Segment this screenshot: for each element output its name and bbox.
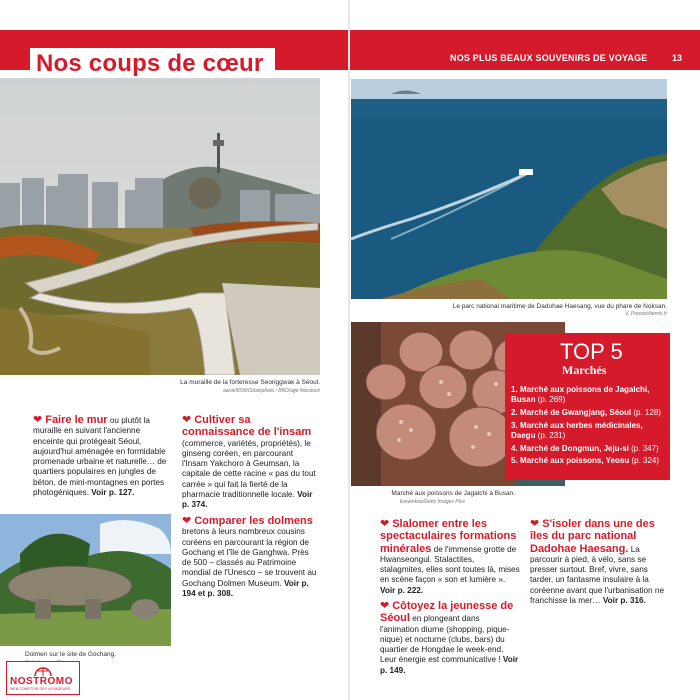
item-dolmens: ❤ Comparer les dolmens bretons à leurs nombreux cousins coréens en parcourant la région de Gochang et l'île de Ganghwa. Près de 500 – classés au Patrimoine mondial de l'Unesco – se trouvent au Gochang Dolmen Museum. Voir p. 194 et p. 308. [182, 515, 317, 599]
top5-title: TOP 5 [560, 339, 623, 364]
item-insam: ❤ Cultiver sa connaissance de l'insam (commerce, variétés, propriétés), le ginseng coréen, en parcourant l'Insam Yakchoro à Geumsan, la capitale de cette racine « pas du tout carrée » qui fait la fierté de la pharmacie traditionnelle locale. Voir p. 374. [182, 414, 316, 510]
credit-dadohae: V. Prevost/hemis.fr [625, 311, 667, 317]
top5-list [511, 385, 667, 469]
caption-gochang: Dolmen sur le site de Gochang. [25, 651, 117, 658]
top5-item: 4. Marché de Dongmun, Jeju-si (p. 347) [511, 443, 659, 453]
heart-icon: ❤ [182, 414, 192, 426]
item-isoler: ❤ S'isoler dans une des îles du parc national Dadohae Haesang. La parcourir à pied, à vélo, sans se presser surtout. Bref, vivre, sans tarder, un fantasme insulaire à la coréenne avant que l'urbanisation ne franchisse la mer… Voir p. 316. [530, 518, 665, 606]
heart-icon: ❤ [380, 600, 390, 612]
credit-seoul-wall: aarok9039/iStockphoto / BRD/age fotostock [222, 388, 320, 394]
top5-item: 1. Marché aux poissons de Jagalchi, Busan (p. 269) [511, 385, 650, 405]
credit-jagalchi: kunamkoo/Getty Images Plus [399, 499, 465, 505]
nostromo-logo: NOSTROMO WEB COMPTOIR DES VOYAGEURS [6, 661, 80, 695]
section-title: Nos coups de cœur [36, 50, 264, 77]
item-slalomer: ❤ Slalomer entre les spectaculaires formations minérales de l'immense grotte de Hwanseongul. Stalactites, stalagmites, elles sont toutes là, mises en scène façon « son et lumière ». Voir p. 222. [380, 518, 520, 595]
photo-gochang [0, 514, 171, 646]
heart-icon: ❤ [33, 414, 43, 426]
top5-item: 2. Marché de Gwangjang, Séoul (p. 128) [511, 407, 661, 417]
photo-dadohae [351, 79, 667, 299]
globe-icon [33, 664, 53, 676]
photo-seoul-wall [0, 78, 320, 375]
item-jeunesse: ❤ Côtoyez la jeunesse de Séoul en plongeant dans l'animation diurne (shopping, pique-nique) et nocturne (clubs, bars) du quartier de Hongdae le week-end. Leur énergie est communicative ! Voir p. 149. [380, 600, 519, 675]
running-title: NOS PLUS BEAUX SOUVENIRS DE VOYAGE [450, 53, 648, 63]
top5-subtitle: Marchés [562, 363, 607, 377]
top5-box [505, 333, 670, 480]
top5-item: 5. Marché aux poissons, Yeosu (p. 324) [511, 456, 660, 466]
page-number: 13 [672, 53, 683, 63]
caption-dadohae: Le parc national maritime de Dadohae Haesang, vue du phare de Noksan. [452, 303, 667, 310]
top5-item: 3. Marché aux herbes médicinales, Daegu (p. 231) [511, 420, 643, 440]
page-gutter [348, 0, 350, 700]
caption-jagalchi: Marché aux poissons de Jagalchi à Busan. [391, 490, 515, 497]
heart-icon: ❤ [380, 518, 390, 530]
item-faire-le-mur: ❤ Faire le mur ou plutôt la muraille en suivant l'ancienne enceinte qui protégeait Séoul, aujourd'hui aménagée en formidable promenade urbaine et naturelle… de quartiers populaires en jungles de béton, de mini-montagnes en portes photogéniques. Voir p. 127. [33, 414, 167, 498]
caption-seoul-wall: La muraille de la forteresse Seonggwak à Séoul. [180, 379, 320, 386]
heart-icon: ❤ [182, 515, 192, 527]
heart-icon: ❤ [530, 518, 540, 530]
